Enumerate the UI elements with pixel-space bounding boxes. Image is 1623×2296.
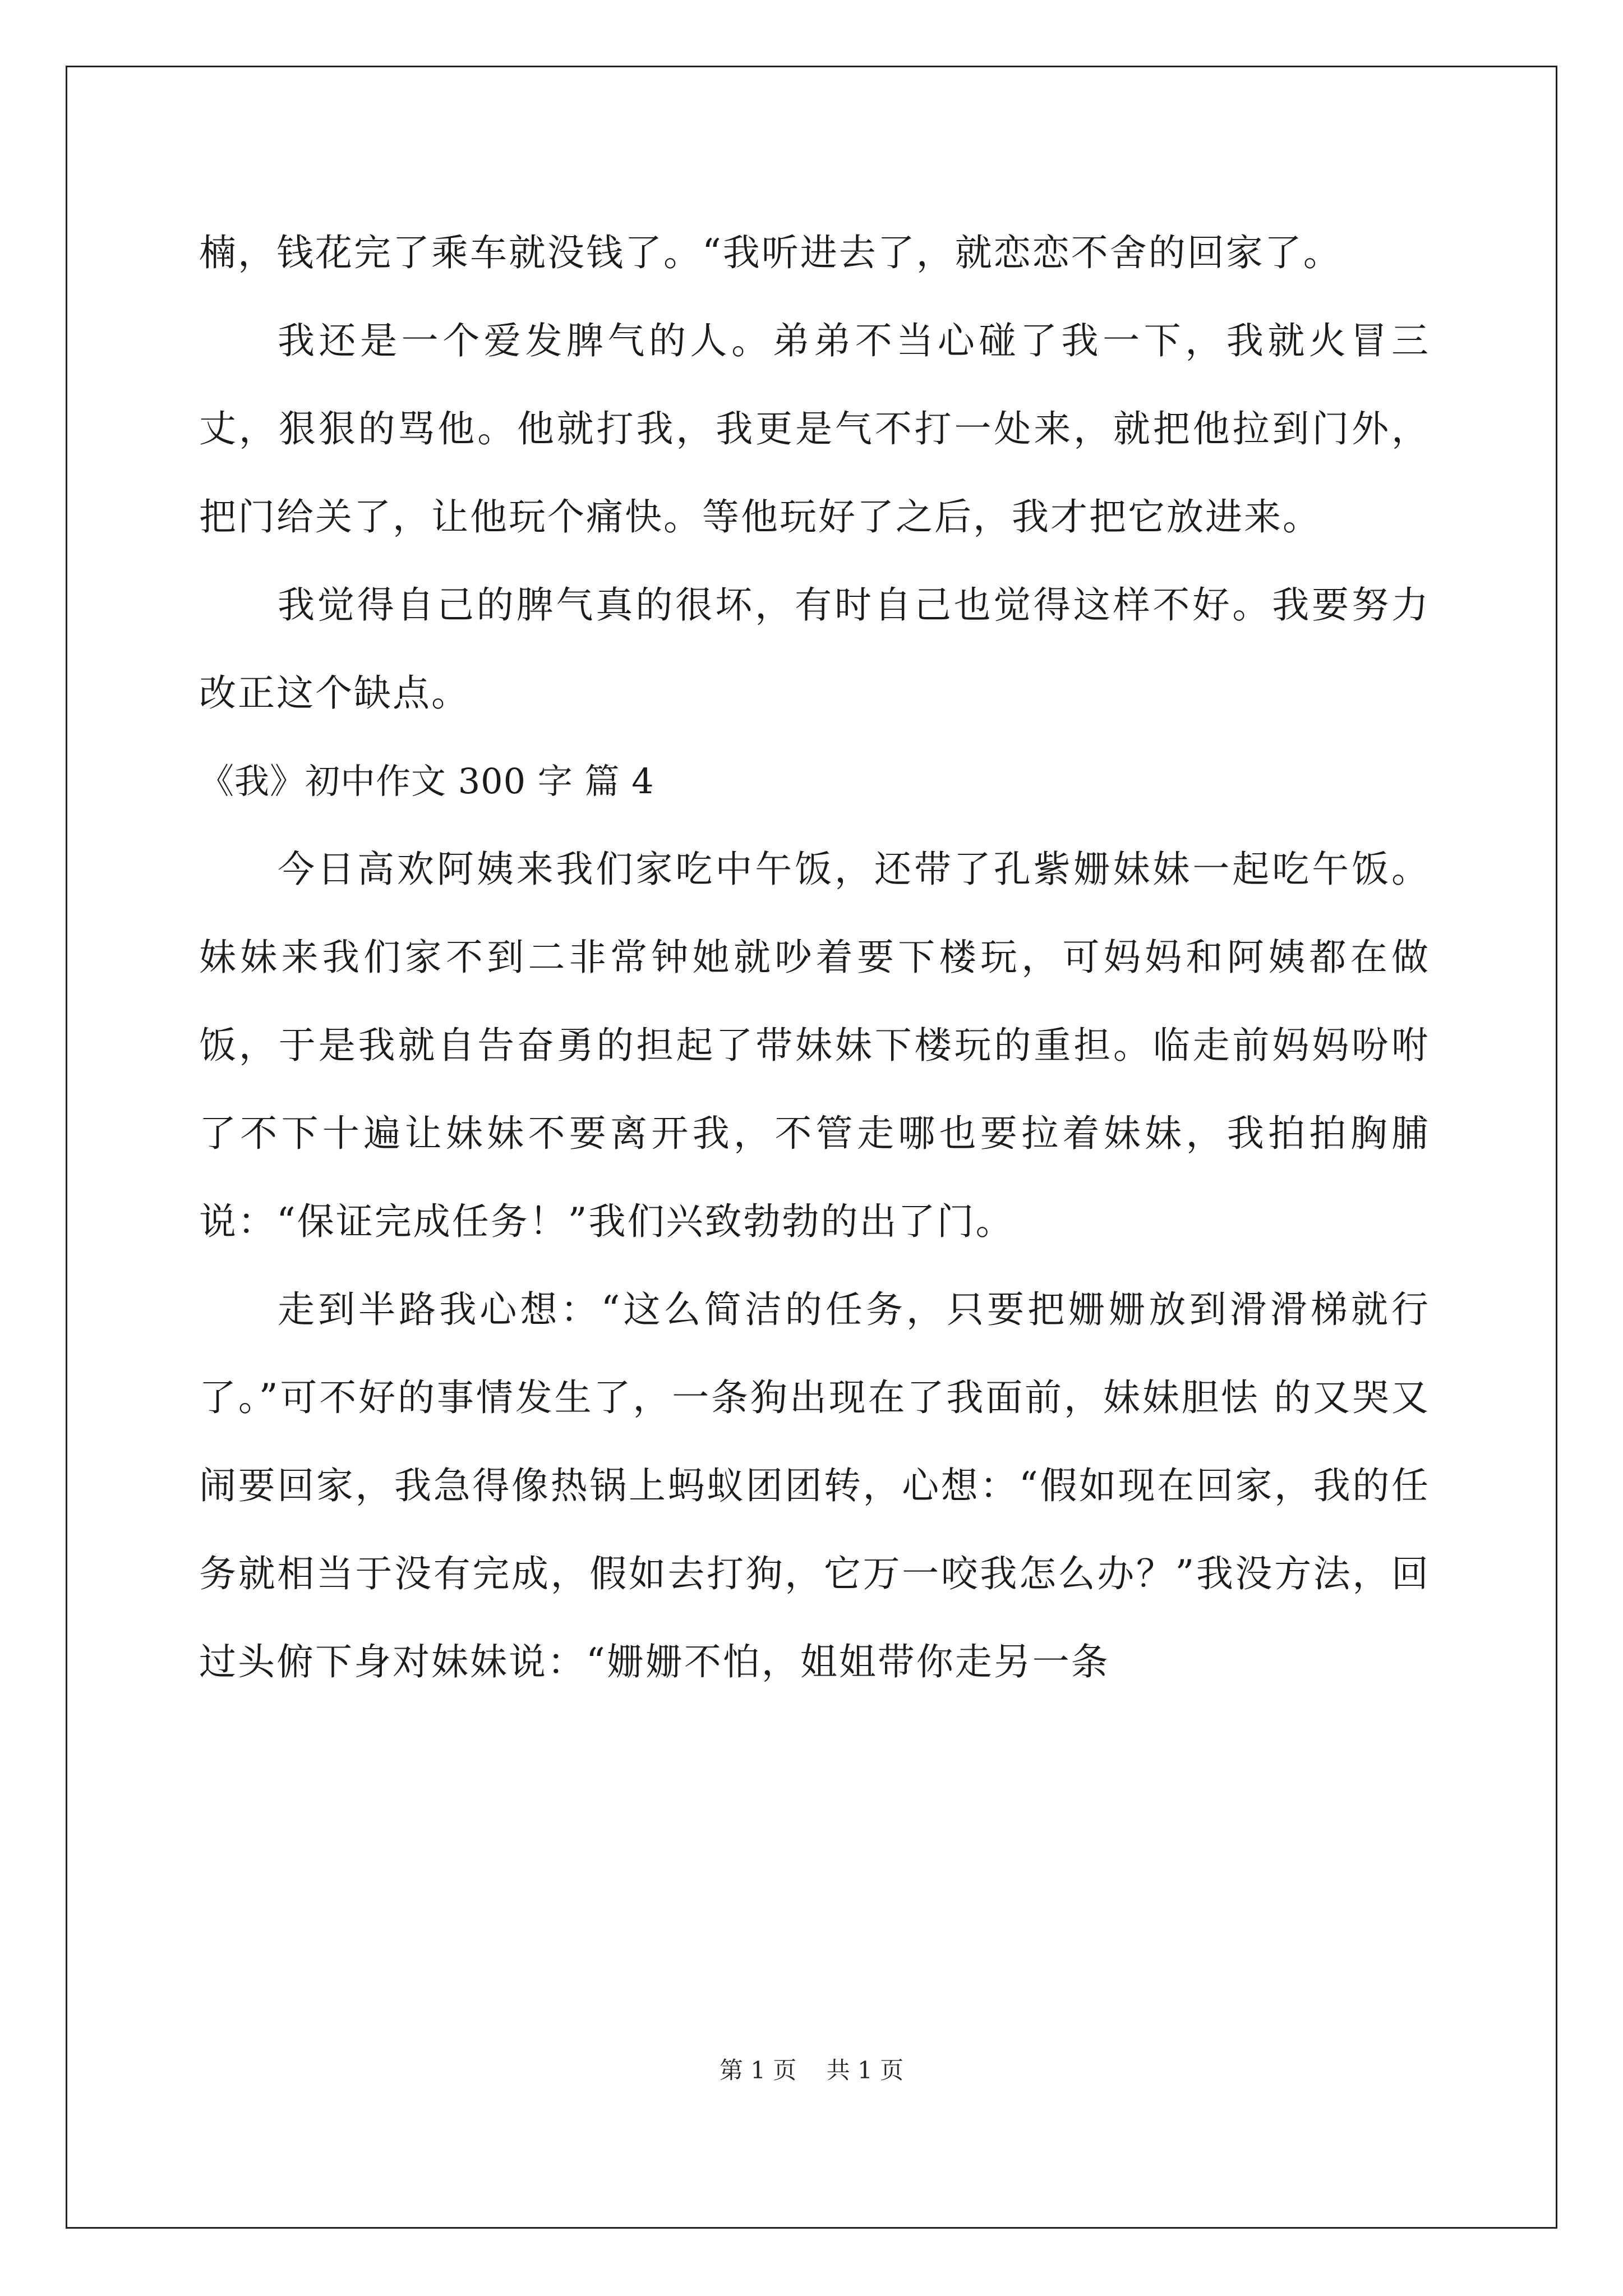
page-total: 共 1 页 xyxy=(826,2056,904,2084)
section-heading: 《我》初中作文 300 字 篇 4 xyxy=(199,761,654,802)
page-footer xyxy=(0,2052,1623,2086)
paragraph: 我觉得自己的脾气真的很坏，有时自己也觉得这样不好。我要努力改正这个缺点。 xyxy=(199,583,1430,715)
page-number: 第 1 页 xyxy=(719,2056,797,2084)
document-body xyxy=(199,209,1430,1706)
paragraph: 我还是一个爱发脾气的人。弟弟不当心碰了我一下，我就火冒三丈，狠狠的骂他。他就打我，我更是气不打一处来，就把他拉到门外，把门给关了，让他玩个痛快。等他玩好了之后，我才把它放进来。 xyxy=(199,319,1430,539)
paragraph: 今日高欢阿姨来我们家吃中午饭，还带了孔紫姗妹妹一起吃午饭。妹妹来我们家不到二非常钟她就吵着要下楼玩，可妈妈和阿姨都在做饭，于是我就自告奋勇的担起了带妹妹下楼玩的重担。临走前妈妈吩咐了不下十遍让妹妹不要离开我，不管走哪也要拉着妹妹，我拍拍胸脯说：“保证完成任务！”我们兴致勃勃的出了门。 xyxy=(199,848,1430,1243)
paragraph: 楠，钱花完了乘车就没钱了。“我听进去了，就恋恋不舍的回家了。 xyxy=(199,231,1342,274)
paragraph: 走到半路我心想：“这么简洁的任务，只要把姗姗放到滑滑梯就行了。”可不好的事情发生了，一条狗出现在了我面前，妹妹胆怯 的又哭又闹要回家，我急得像热锅上蚂蚁团团转，心想：“假如现在回家，我的任务就相当于没有完成，假如去打狗，它万一咬我怎么办？”我没方法，回过头俯下身对妹妹说：“姗姗不怕，姐姐带你走另一条 xyxy=(199,1288,1430,1683)
